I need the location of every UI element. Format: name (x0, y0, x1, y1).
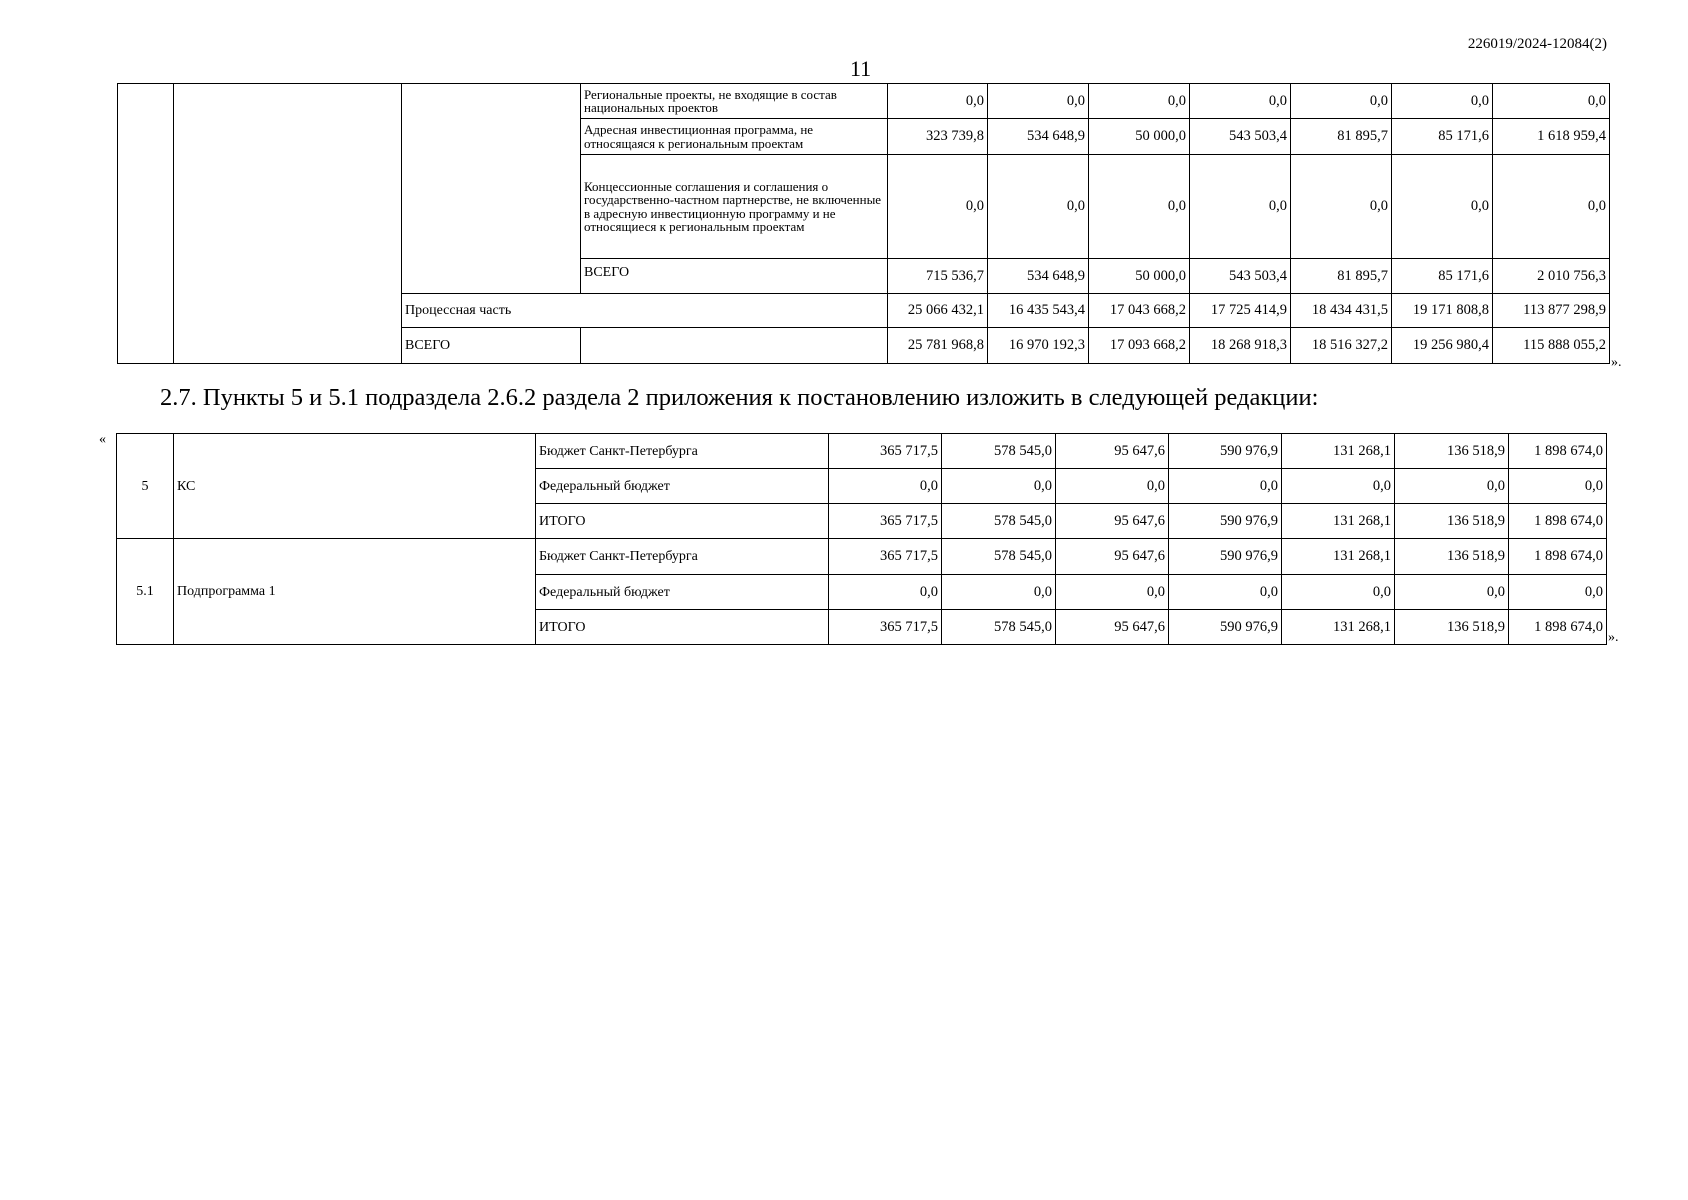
value-cell: 136 518,9 (1395, 539, 1509, 575)
value-cell: 0,0 (1190, 84, 1291, 119)
document-number: 226019/2024-12084(2) (1467, 36, 1607, 52)
value-cell: 0,0 (1056, 469, 1169, 504)
value-cell: 18 516 327,2 (1291, 328, 1392, 364)
value-cell: 0,0 (1291, 155, 1392, 259)
value-cell: 0,0 (1509, 469, 1607, 504)
value-cell: 18 268 918,3 (1190, 328, 1291, 364)
funding-source: Бюджет Санкт-Петербурга (536, 434, 829, 469)
value-cell: 0,0 (829, 575, 942, 610)
value-cell: 0,0 (988, 84, 1089, 119)
page-number: 11 (850, 56, 872, 81)
row-label: Адресная инвестиционная программа, не относящаяся к региональным проектам (581, 119, 888, 155)
value-cell: 1 898 674,0 (1509, 539, 1607, 575)
value-cell: 115 888 055,2 (1493, 328, 1610, 364)
empty-cell (581, 328, 888, 364)
item-name: КС (174, 434, 536, 539)
value-cell: 578 545,0 (942, 610, 1056, 645)
funding-source: Бюджет Санкт-Петербурга (536, 539, 829, 575)
value-cell: 0,0 (1291, 84, 1392, 119)
value-cell: 85 171,6 (1392, 119, 1493, 155)
value-cell: 95 647,6 (1056, 610, 1169, 645)
value-cell: 16 435 543,4 (988, 294, 1089, 328)
value-cell: 19 256 980,4 (1392, 328, 1493, 364)
value-cell: 85 171,6 (1392, 259, 1493, 294)
value-cell: 0,0 (1392, 84, 1493, 119)
value-cell: 534 648,9 (988, 259, 1089, 294)
value-cell: 0,0 (942, 575, 1056, 610)
amendment-paragraph: 2.7. Пункты 5 и 5.1 подраздела 2.6.2 раздела 2 приложения к постановлению изложить в следующей редакции: (160, 384, 1319, 411)
funding-source: Федеральный бюджет (536, 575, 829, 610)
value-cell: 18 434 431,5 (1291, 294, 1392, 328)
value-cell: 0,0 (1169, 575, 1282, 610)
value-cell: 113 877 298,9 (1493, 294, 1610, 328)
empty-cell (402, 84, 581, 294)
value-cell: 365 717,5 (829, 610, 942, 645)
value-cell: 543 503,4 (1190, 119, 1291, 155)
value-cell: 1 898 674,0 (1509, 610, 1607, 645)
value-cell: 95 647,6 (1056, 434, 1169, 469)
opening-quote: « (99, 432, 106, 447)
value-cell: 0,0 (888, 155, 988, 259)
empty-cell (174, 84, 402, 364)
funding-table-continued (117, 83, 1610, 364)
value-cell: 1 898 674,0 (1509, 434, 1607, 469)
item-name: Подпрограмма 1 (174, 539, 536, 645)
value-cell: 0,0 (888, 84, 988, 119)
value-cell: 578 545,0 (942, 504, 1056, 539)
table-row (118, 84, 1610, 119)
row-label: Региональные проекты, не входящие в состав национальных проектов (581, 84, 888, 119)
value-cell: 590 976,9 (1169, 610, 1282, 645)
value-cell: 0,0 (1282, 575, 1395, 610)
funding-source: ИТОГО (536, 610, 829, 645)
value-cell: 590 976,9 (1169, 504, 1282, 539)
value-cell: 0,0 (988, 155, 1089, 259)
program-table (116, 433, 1607, 645)
value-cell: 95 647,6 (1056, 504, 1169, 539)
value-cell: 0,0 (829, 469, 942, 504)
value-cell: 131 268,1 (1282, 610, 1395, 645)
value-cell: 17 093 668,2 (1089, 328, 1190, 364)
value-cell: 131 268,1 (1282, 434, 1395, 469)
value-cell: 50 000,0 (1089, 259, 1190, 294)
value-cell: 131 268,1 (1282, 539, 1395, 575)
item-number: 5 (117, 434, 174, 539)
value-cell: 543 503,4 (1190, 259, 1291, 294)
empty-cell (118, 84, 174, 364)
value-cell: 578 545,0 (942, 434, 1056, 469)
value-cell: 50 000,0 (1089, 119, 1190, 155)
value-cell: 136 518,9 (1395, 434, 1509, 469)
value-cell: 365 717,5 (829, 504, 942, 539)
value-cell: 0,0 (1395, 575, 1509, 610)
value-cell: 0,0 (1089, 84, 1190, 119)
table-row (117, 434, 1607, 469)
funding-source: Федеральный бюджет (536, 469, 829, 504)
value-cell: 25 066 432,1 (888, 294, 988, 328)
row-label: Процессная часть (402, 294, 888, 328)
value-cell: 0,0 (1395, 469, 1509, 504)
item-number: 5.1 (117, 539, 174, 645)
value-cell: 0,0 (1282, 469, 1395, 504)
value-cell: 0,0 (1493, 84, 1610, 119)
value-cell: 1 898 674,0 (1509, 504, 1607, 539)
funding-source: ИТОГО (536, 504, 829, 539)
value-cell: 715 536,7 (888, 259, 988, 294)
value-cell: 365 717,5 (829, 434, 942, 469)
value-cell: 0,0 (1089, 155, 1190, 259)
value-cell: 25 781 968,8 (888, 328, 988, 364)
closing-quote: ». (1608, 630, 1619, 645)
value-cell: 590 976,9 (1169, 539, 1282, 575)
row-label: ВСЕГО (581, 259, 888, 294)
row-label: ВСЕГО (402, 328, 581, 364)
value-cell: 136 518,9 (1395, 610, 1509, 645)
value-cell: 0,0 (1056, 575, 1169, 610)
value-cell: 534 648,9 (988, 119, 1089, 155)
value-cell: 578 545,0 (942, 539, 1056, 575)
value-cell: 95 647,6 (1056, 539, 1169, 575)
value-cell: 323 739,8 (888, 119, 988, 155)
value-cell: 0,0 (1190, 155, 1291, 259)
value-cell: 81 895,7 (1291, 119, 1392, 155)
closing-quote: ». (1611, 355, 1622, 370)
value-cell: 2 010 756,3 (1493, 259, 1610, 294)
value-cell: 136 518,9 (1395, 504, 1509, 539)
value-cell: 16 970 192,3 (988, 328, 1089, 364)
value-cell: 0,0 (1392, 155, 1493, 259)
value-cell: 1 618 959,4 (1493, 119, 1610, 155)
value-cell: 0,0 (1169, 469, 1282, 504)
value-cell: 17 043 668,2 (1089, 294, 1190, 328)
value-cell: 365 717,5 (829, 539, 942, 575)
value-cell: 81 895,7 (1291, 259, 1392, 294)
value-cell: 131 268,1 (1282, 504, 1395, 539)
value-cell: 590 976,9 (1169, 434, 1282, 469)
value-cell: 17 725 414,9 (1190, 294, 1291, 328)
value-cell: 0,0 (1509, 575, 1607, 610)
table-row (117, 539, 1607, 575)
value-cell: 19 171 808,8 (1392, 294, 1493, 328)
row-label: Концессионные соглашения и соглашения о государственно-частном партнерстве, не включенные в адресную инвестиционную программу и не относящиеся к региональным проектам (581, 155, 888, 259)
value-cell: 0,0 (942, 469, 1056, 504)
value-cell: 0,0 (1493, 155, 1610, 259)
